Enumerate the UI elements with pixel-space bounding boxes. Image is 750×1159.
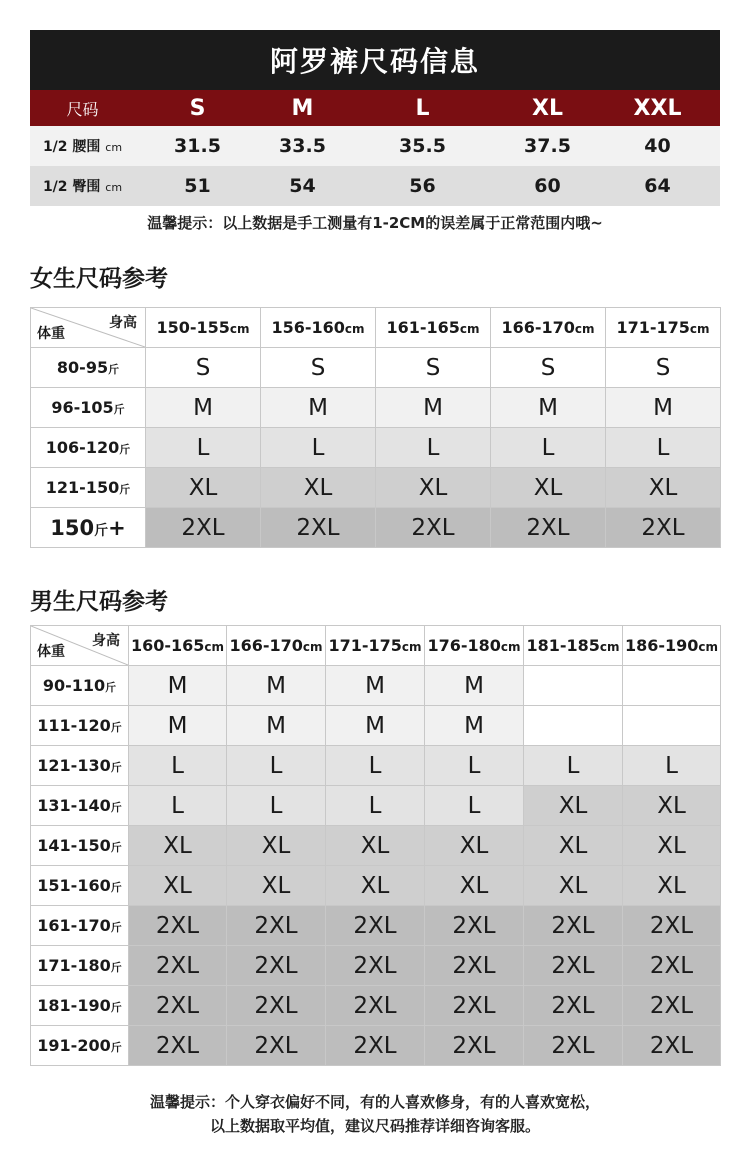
- weight-unit: 斤: [110, 841, 122, 854]
- size-cell: 2XL: [376, 508, 491, 548]
- size-cell: [524, 706, 623, 746]
- size-cell: 2XL: [261, 508, 376, 548]
- height-range: 166-170: [501, 318, 575, 337]
- height-range-header: [524, 626, 623, 666]
- size-cell: [524, 666, 623, 706]
- height-range-header: [425, 626, 524, 666]
- height-unit: cm: [574, 322, 595, 336]
- measurement-table: [30, 90, 720, 206]
- women-weight-row: [31, 508, 721, 548]
- women-weight-row: [31, 348, 721, 388]
- size-header: XL: [500, 90, 595, 126]
- size-cell: L: [326, 746, 425, 786]
- weight-unit: 斤: [110, 881, 122, 894]
- size-cell: XL: [227, 826, 326, 866]
- weight-range: [31, 1026, 129, 1066]
- size-cell: 2XL: [425, 1026, 524, 1066]
- weight-range: [31, 508, 146, 548]
- height-unit: cm: [204, 640, 225, 654]
- height-range: 166-170: [229, 636, 303, 655]
- size-cell: M: [227, 666, 326, 706]
- weight-range: [31, 986, 129, 1026]
- height-range: 156-160: [271, 318, 345, 337]
- men-size-table: [30, 625, 721, 1066]
- size-cell: L: [227, 786, 326, 826]
- size-cell: XL: [524, 786, 623, 826]
- size-cell: XL: [623, 786, 721, 826]
- size-cell: XL: [261, 468, 376, 508]
- size-cell: 2XL: [146, 508, 261, 548]
- weight-unit: 斤: [110, 801, 122, 814]
- men-weight-row: [31, 1026, 721, 1066]
- weight-value: 161-170: [37, 916, 111, 935]
- weight-corner-label: 体重: [37, 644, 65, 660]
- size-cell: M: [261, 388, 376, 428]
- size-cell: 2XL: [524, 946, 623, 986]
- size-cell: L: [524, 746, 623, 786]
- page-title: 阿罗裤尺码信息: [30, 30, 720, 90]
- fit-note-line-1: 温馨提示：个人穿衣偏好不同，有的人喜欢修身，有的人喜欢宽松，: [149, 1093, 600, 1111]
- size-cell: XL: [376, 468, 491, 508]
- hip-value: 56: [345, 166, 500, 206]
- height-range: 186-190: [624, 636, 699, 655]
- height-unit: cm: [302, 640, 323, 654]
- height-range-header: [129, 626, 227, 666]
- weight-value: 90-110: [42, 676, 106, 695]
- waist-value: 31.5: [135, 126, 260, 166]
- size-cell: XL: [326, 826, 425, 866]
- measurement-header-row: [30, 90, 720, 126]
- height-range: 171-175: [328, 636, 402, 655]
- size-cell: M: [606, 388, 721, 428]
- height-unit: cm: [500, 640, 521, 654]
- weight-suffix: +: [108, 515, 126, 540]
- men-weight-row: [31, 866, 721, 906]
- size-cell: S: [491, 348, 606, 388]
- size-cell: XL: [623, 826, 721, 866]
- size-cell: M: [326, 666, 425, 706]
- weight-value: 131-140: [37, 796, 111, 815]
- size-cell: L: [491, 428, 606, 468]
- size-cell: 2XL: [129, 1026, 227, 1066]
- weight-range: [31, 906, 129, 946]
- men-weight-row: [31, 746, 721, 786]
- size-cell: M: [425, 666, 524, 706]
- size-cell: L: [606, 428, 721, 468]
- women-section-title: 女生尺码参考: [30, 266, 168, 292]
- hip-value: 60: [500, 166, 595, 206]
- weight-range: [31, 666, 129, 706]
- size-cell: 2XL: [425, 946, 524, 986]
- size-cell: 2XL: [623, 906, 721, 946]
- weight-unit: 斤: [105, 681, 117, 694]
- height-unit: cm: [229, 322, 250, 336]
- size-header: XXL: [595, 90, 720, 126]
- weight-range: [31, 348, 146, 388]
- women-weight-row: [31, 468, 721, 508]
- weight-unit: 斤: [119, 443, 131, 456]
- size-cell: S: [261, 348, 376, 388]
- weight-unit: 斤: [110, 1041, 122, 1054]
- women-size-table: [30, 307, 721, 548]
- weight-value: 191-200: [37, 1036, 111, 1055]
- size-header: L: [345, 90, 500, 126]
- size-cell: 2XL: [623, 986, 721, 1026]
- size-cell: XL: [129, 866, 227, 906]
- women-weight-row: [31, 388, 721, 428]
- women-weight-row: [31, 428, 721, 468]
- size-cell: M: [146, 388, 261, 428]
- height-header-row: [31, 626, 721, 666]
- size-cell: L: [146, 428, 261, 468]
- height-range: 160-165: [130, 636, 205, 655]
- size-cell: 2XL: [227, 906, 326, 946]
- size-cell: L: [425, 786, 524, 826]
- size-cell: L: [129, 746, 227, 786]
- height-unit: cm: [698, 640, 719, 654]
- waist-value: 33.5: [260, 126, 345, 166]
- height-range: 181-185: [526, 636, 600, 655]
- height-unit: cm: [401, 640, 422, 654]
- size-cell: XL: [623, 866, 721, 906]
- height-range-header: [261, 308, 376, 348]
- fit-note: [0, 1090, 750, 1138]
- height-range: 161-165: [386, 318, 460, 337]
- height-range-header: [623, 626, 721, 666]
- size-cell: M: [425, 706, 524, 746]
- weight-range: [31, 946, 129, 986]
- size-cell: 2XL: [129, 986, 227, 1026]
- size-cell: 2XL: [326, 986, 425, 1026]
- size-cell: 2XL: [623, 946, 721, 986]
- size-cell: 2XL: [606, 508, 721, 548]
- height-range: 176-180: [427, 636, 501, 655]
- weight-value: 96-105: [51, 398, 114, 417]
- size-cell: XL: [146, 468, 261, 508]
- weight-unit: 斤: [119, 483, 131, 496]
- hip-label: 1/2 臀围 cm: [30, 166, 135, 206]
- waist-value: 37.5: [500, 126, 595, 166]
- weight-range: [31, 866, 129, 906]
- size-cell: L: [326, 786, 425, 826]
- height-unit: cm: [599, 640, 620, 654]
- height-range-header: [606, 308, 721, 348]
- size-cell: L: [227, 746, 326, 786]
- weight-corner-label: 体重: [37, 326, 65, 342]
- corner-cell: [31, 626, 129, 666]
- men-section-title: 男生尺码参考: [30, 589, 168, 615]
- size-cell: [623, 706, 721, 746]
- weight-value: 80-95: [56, 358, 109, 377]
- size-cell: [623, 666, 721, 706]
- size-cell: 2XL: [425, 986, 524, 1026]
- height-unit: cm: [344, 322, 365, 336]
- hip-value: 64: [595, 166, 720, 206]
- weight-value: 151-160: [37, 876, 111, 895]
- weight-value: 106-120: [45, 438, 120, 457]
- men-weight-row: [31, 946, 721, 986]
- size-header: M: [260, 90, 345, 126]
- weight-value: 141-150: [37, 836, 111, 855]
- size-header: S: [135, 90, 260, 126]
- height-header-row: [31, 308, 721, 348]
- size-cell: XL: [129, 826, 227, 866]
- corner-cell: [31, 308, 146, 348]
- weight-range: [31, 468, 146, 508]
- hip-value: 51: [135, 166, 260, 206]
- size-cell: XL: [606, 468, 721, 508]
- size-cell: 2XL: [425, 906, 524, 946]
- size-cell: M: [491, 388, 606, 428]
- size-cell: M: [227, 706, 326, 746]
- size-cell: XL: [524, 826, 623, 866]
- size-cell: 2XL: [524, 1026, 623, 1066]
- height-range: 150-155: [156, 318, 230, 337]
- weight-unit: 斤: [110, 1001, 122, 1014]
- waist-value: 35.5: [345, 126, 500, 166]
- size-cell: S: [146, 348, 261, 388]
- height-range-header: [227, 626, 326, 666]
- weight-value: 121-150: [45, 478, 120, 497]
- weight-value: 121-130: [37, 756, 111, 775]
- men-weight-row: [31, 986, 721, 1026]
- size-cell: 2XL: [524, 906, 623, 946]
- waist-row: [30, 126, 720, 166]
- height-unit: cm: [689, 322, 710, 336]
- size-cell: 2XL: [227, 986, 326, 1026]
- size-cell: M: [129, 666, 227, 706]
- size-cell: L: [376, 428, 491, 468]
- size-cell: 2XL: [227, 946, 326, 986]
- men-weight-row: [31, 826, 721, 866]
- measurement-note: 温馨提示：以上数据是手工测量有1-2CM的误差属于正常范围内哦~: [147, 214, 603, 232]
- weight-unit: 斤: [94, 522, 109, 539]
- size-cell: 2XL: [524, 986, 623, 1026]
- size-cell: L: [425, 746, 524, 786]
- weight-value: 181-190: [37, 996, 111, 1015]
- size-cell: S: [376, 348, 491, 388]
- height-corner-label: 身高: [109, 315, 137, 331]
- height-range: 171-175: [616, 318, 690, 337]
- weight-unit: 斤: [113, 403, 125, 416]
- weight-unit: 斤: [110, 761, 122, 774]
- size-cell: 2XL: [491, 508, 606, 548]
- size-cell: M: [326, 706, 425, 746]
- size-cell: L: [623, 746, 721, 786]
- size-cell: XL: [326, 866, 425, 906]
- size-cell: 2XL: [326, 946, 425, 986]
- size-cell: L: [261, 428, 376, 468]
- waist-value: 40: [595, 126, 720, 166]
- weight-value: 150: [50, 515, 95, 540]
- size-cell: 2XL: [227, 1026, 326, 1066]
- weight-unit: 斤: [110, 961, 122, 974]
- weight-unit: 斤: [108, 363, 120, 376]
- size-header-label: 尺码: [30, 90, 135, 126]
- waist-label: 1/2 腰围 cm: [30, 126, 135, 166]
- men-weight-row: [31, 666, 721, 706]
- weight-unit: 斤: [110, 921, 122, 934]
- men-weight-row: [31, 706, 721, 746]
- height-corner-label: 身高: [92, 633, 120, 649]
- size-cell: L: [129, 786, 227, 826]
- weight-range: [31, 826, 129, 866]
- size-cell: S: [606, 348, 721, 388]
- men-weight-row: [31, 786, 721, 826]
- height-range-header: [326, 626, 425, 666]
- weight-value: 171-180: [37, 956, 111, 975]
- height-unit: cm: [459, 322, 480, 336]
- size-cell: 2XL: [129, 906, 227, 946]
- size-cell: XL: [524, 866, 623, 906]
- height-range-header: [491, 308, 606, 348]
- weight-unit: 斤: [110, 721, 122, 734]
- size-cell: 2XL: [129, 946, 227, 986]
- weight-range: [31, 746, 129, 786]
- height-range-header: [376, 308, 491, 348]
- hip-value: 54: [260, 166, 345, 206]
- size-cell: M: [376, 388, 491, 428]
- size-cell: XL: [425, 866, 524, 906]
- size-cell: XL: [491, 468, 606, 508]
- fit-note-line-2: 以上数据取平均值，建议尺码推荐详细咨询客服。: [209, 1117, 540, 1135]
- size-cell: XL: [227, 866, 326, 906]
- hip-row: [30, 166, 720, 206]
- size-cell: M: [129, 706, 227, 746]
- height-range-header: [146, 308, 261, 348]
- size-cell: 2XL: [326, 1026, 425, 1066]
- weight-range: [31, 706, 129, 746]
- men-weight-row: [31, 906, 721, 946]
- size-cell: XL: [425, 826, 524, 866]
- size-cell: 2XL: [326, 906, 425, 946]
- weight-range: [31, 786, 129, 826]
- weight-range: [31, 388, 146, 428]
- weight-value: 111-120: [37, 716, 111, 735]
- size-cell: 2XL: [623, 1026, 721, 1066]
- weight-range: [31, 428, 146, 468]
